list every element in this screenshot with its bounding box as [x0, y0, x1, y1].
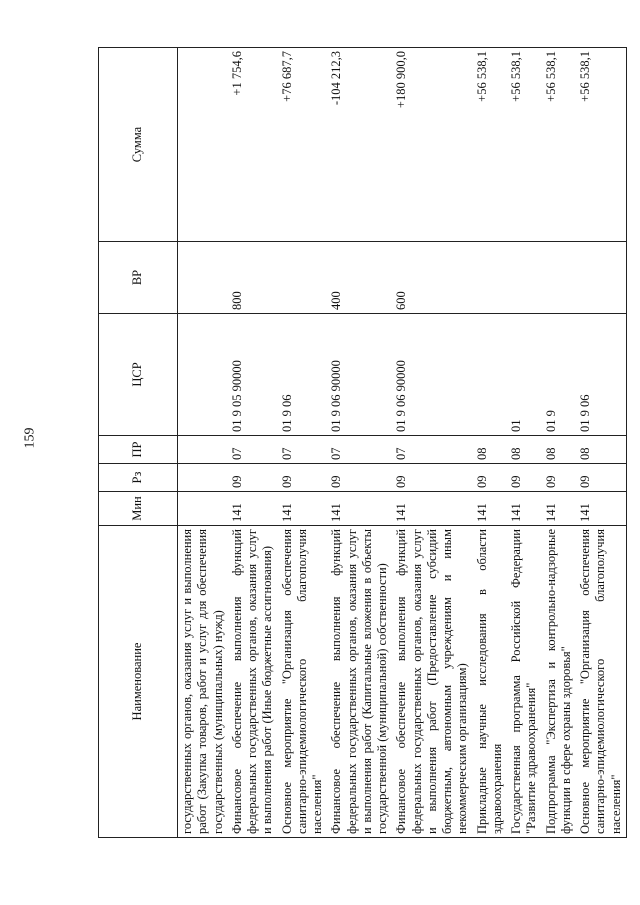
cell-rz: 09	[228, 464, 278, 492]
cell-rz	[178, 464, 228, 492]
cell-name: Основное мероприятие "Организация обеспечения санитарно-эпидемиологического благополучия населения"	[278, 526, 328, 838]
cell-vr	[278, 242, 328, 314]
cell-pr	[178, 436, 228, 464]
cell-vr: 800	[228, 242, 278, 314]
cell-csr: 01 9 06	[576, 314, 626, 436]
cell-rz: 09	[576, 464, 626, 492]
cell-rz: 09	[473, 464, 508, 492]
table-row	[473, 48, 508, 838]
cell-min: 141	[392, 492, 472, 526]
table-row	[327, 48, 392, 838]
cell-sum: +180 900,0	[392, 48, 472, 242]
header-sum: Сумма	[99, 48, 178, 242]
cell-csr	[178, 314, 228, 436]
cell-min: 141	[278, 492, 328, 526]
cell-min: 141	[473, 492, 508, 526]
cell-vr: 400	[327, 242, 392, 314]
table-row	[542, 48, 577, 838]
cell-vr	[178, 242, 228, 314]
cell-pr: 08	[576, 436, 626, 464]
cell-sum: +76 687,7	[278, 48, 328, 242]
cell-pr: 07	[392, 436, 472, 464]
cell-sum	[178, 48, 228, 242]
cell-name: Финансовое обеспечение выполнения функций федеральных государственных органов, оказания услуг и выполнения работ (Капитальные вложения в объекты государственной (муниципальной) собственности)	[327, 526, 392, 838]
cell-csr: 01 9 06 90000	[392, 314, 472, 436]
header-row	[99, 48, 178, 838]
cell-name: Основное мероприятие "Организация обеспечения санитарно-эпидемиологического благополучия населения"	[576, 526, 626, 838]
header-name: Наименование	[99, 526, 178, 838]
table-row	[392, 48, 472, 838]
cell-min: 141	[507, 492, 542, 526]
cell-rz: 09	[542, 464, 577, 492]
cell-vr	[576, 242, 626, 314]
cell-rz: 09	[392, 464, 472, 492]
cell-sum: -104 212,3	[327, 48, 392, 242]
cell-csr: 01 9 05 90000	[228, 314, 278, 436]
cell-pr: 07	[327, 436, 392, 464]
cell-min: 141	[228, 492, 278, 526]
header-rz: Рз	[99, 464, 178, 492]
cell-name: Прикладные научные исследования в области здравоохранения	[473, 526, 508, 838]
cell-csr: 01 9 06	[278, 314, 328, 436]
cell-pr: 08	[507, 436, 542, 464]
cell-sum: +56 538,1	[507, 48, 542, 242]
header-vr: ВР	[99, 242, 178, 314]
cell-sum: +56 538,1	[576, 48, 626, 242]
header-csr: ЦСР	[99, 314, 178, 436]
cell-vr	[473, 242, 508, 314]
table-row	[228, 48, 278, 838]
cell-min	[178, 492, 228, 526]
cell-sum: +56 538,1	[473, 48, 508, 242]
cell-rz: 09	[327, 464, 392, 492]
cell-pr: 07	[228, 436, 278, 464]
cell-vr: 600	[392, 242, 472, 314]
table-row	[576, 48, 626, 838]
header-min: Мин	[99, 492, 178, 526]
cell-csr	[473, 314, 508, 436]
cell-pr: 08	[542, 436, 577, 464]
table-row	[178, 48, 228, 838]
page-number: 159	[22, 427, 38, 449]
cell-csr: 01 9	[542, 314, 577, 436]
cell-name: Финансовое обеспечение выполнения функций федеральных государственных органов, оказания услуг и выполнения работ (Иные бюджетные ассигнования)	[228, 526, 278, 838]
cell-csr: 01 9 06 90000	[327, 314, 392, 436]
table-wrapper	[98, 48, 623, 838]
cell-csr: 01	[507, 314, 542, 436]
table-row	[278, 48, 328, 838]
cell-pr: 07	[278, 436, 328, 464]
cell-pr: 08	[473, 436, 508, 464]
header-pr: ПР	[99, 436, 178, 464]
cell-rz: 09	[507, 464, 542, 492]
rotated-table-frame	[98, 48, 623, 838]
cell-vr	[542, 242, 577, 314]
cell-min: 141	[327, 492, 392, 526]
cell-rz: 09	[278, 464, 328, 492]
cell-sum: +1 754,6	[228, 48, 278, 242]
table-row	[507, 48, 542, 838]
cell-min: 141	[542, 492, 577, 526]
cell-name: Государственная программа Российской Федерации "Развитие здравоохранения"	[507, 526, 542, 838]
cell-name: государственных органов, оказания услуг и выполнения работ (Закупка товаров, работ и услуг для обеспечения государственных (муниципальных) нужд)	[178, 526, 228, 838]
cell-name: Финансовое обеспечение выполнения функций федеральных государственных органов, оказания услуг и выполнения работ (Предоставление субсидий бюджетным, автономным учреждениям и иным некоммерческим организациям)	[392, 526, 472, 838]
cell-sum: +56 538,1	[542, 48, 577, 242]
cell-min: 141	[576, 492, 626, 526]
cell-name: Подпрограмма "Экспертиза и контрольно-надзорные функции в сфере охраны здоровья"	[542, 526, 577, 838]
budget-table	[98, 47, 627, 838]
cell-vr	[507, 242, 542, 314]
